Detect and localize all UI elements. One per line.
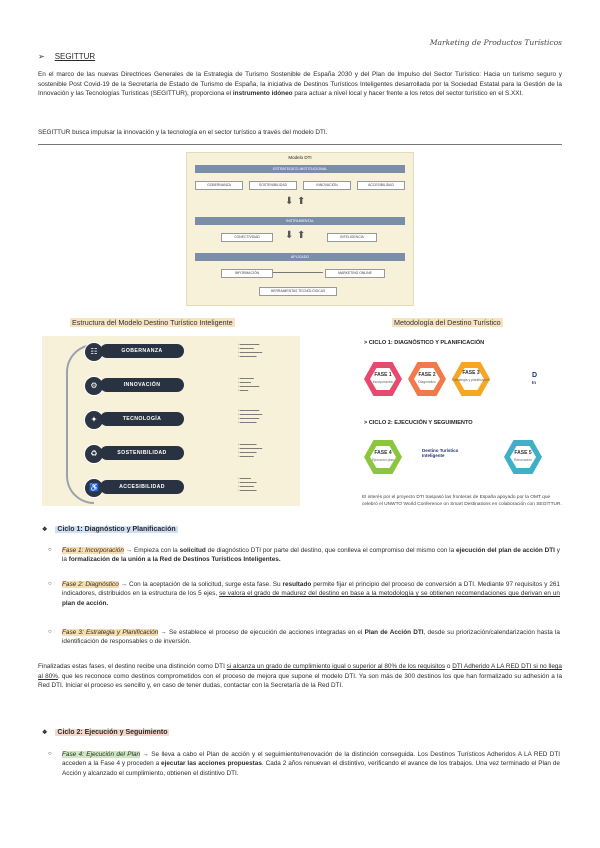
model-box: GOBERNANZA [195, 181, 243, 190]
arrow-up-icon: ⬆ [297, 230, 306, 241]
circle-bullet-icon: ○ [48, 629, 52, 635]
model-box: MARKETING ONLINE [325, 269, 385, 278]
list-item: ○ Fase 2: Diagnóstico → Con la aceptación de la solicitud, surge esta fase. Su resultado permite fijar el principio del proceso de conversión a DTI. Mediante 97 requisitos y 261 indicadores, distribuidos en la estructura de los 5 ejes, se valora el grado de madurez del destino en base a la metodología y se obtienen recomendaciones que derivan en un plan de acción. [48, 581, 560, 607]
arrow-up-icon: ⬆ [297, 196, 306, 207]
dti-logo: Destino Turístico Inteligente [422, 448, 459, 458]
phase-1-hex [364, 362, 402, 396]
phase-sub: Incorporación [372, 380, 394, 384]
axis-bullets: • ▬▬▬▬▬▬▬ • ▬▬▬▬▬▬▬▬ • ▬▬▬▬▬▬▬ • ▬▬▬▬▬▬ [238, 408, 263, 424]
section-title [38, 52, 95, 61]
model-box: INTELIGENCIA [327, 233, 377, 242]
phase-sub: Estrategia y planificación [452, 378, 490, 382]
list-item: ○ Fase 1: Incorporación → Empieza con la solicitud de diagnóstico DTI por parte del destino, que conlleva el compromiso del mismo con la ejecución del plan de acción DTI y la formalización de la unión a la Red de Destinos Turísticos Inteligentes. [48, 547, 560, 564]
arrow-down-icon: ⬇ [285, 230, 294, 241]
model-box: ACCESIBILIDAD [357, 181, 405, 190]
bulb-icon: ✦ [84, 410, 104, 430]
model-box: HERRAMIENTAS TECNOLÓGICAS [259, 287, 337, 296]
phase-label: FASE 5 [514, 450, 532, 456]
phase-label: FASE 1 [374, 372, 392, 378]
caption-method: Metodología del Destino Turístico [394, 318, 501, 327]
closing-paragraph: Finalizadas estas fases, el destino recibe una distinción como DTI si alcanza un grado de cumplimiento igual o superior al 80% de los requisitos o DTI Adherido A LA RED DTI si no llega al 80%, que les reconoce como destinos comprometidos con el proceso de mejora que supone el modelo DTI. Ya son más de 300 destinos los que han formalizado su adhesión a la Red DTI. Iniciar el proceso es sencillo y, en caso de tener dudas, contactar con la Secretaría de la Red DTI. [38, 663, 562, 690]
layer-strategic: ESTRATEGICO-INSTITUCIONAL [195, 165, 405, 173]
intro-paragraph-2: SEGITTUR busca impulsar la innovación y la tecnología en el sector turístico a través del modelo DTI. [38, 129, 328, 136]
circle-bullet-icon: ○ [48, 581, 52, 587]
arrow-bullet-icon: ➢ [38, 52, 45, 61]
diagram-title: Modelo DTI [288, 155, 312, 160]
model-box: INNOVACIÓN [303, 181, 351, 190]
cycle-1-title [42, 526, 178, 533]
phase-sub: Ejecución plan [371, 458, 395, 462]
section-title-text: SEGITTUR [54, 52, 96, 61]
divider [38, 144, 562, 145]
phase-5-hex [504, 440, 542, 474]
model-box: SOSTENIBILIDAD [249, 181, 297, 190]
methodology-footnote: El interés por el proyecto DTI traspasó las fronteras de España apoyado por la OMT que celebró el UNWTO World Conference on Smart Destinations en colaboración con SEGITTUR. [362, 495, 562, 507]
cycle-2-heading: > CICLO 2: EJECUCIÓN Y SEGUIMIENTO [364, 420, 473, 426]
phase-sub: Renovación [514, 458, 532, 462]
dti-logo-partial: D In [532, 372, 538, 385]
structure-infographic [42, 336, 300, 506]
phase-sub: Diagnóstico [418, 380, 436, 384]
axis-sustainability: SOSTENIBILIDAD [100, 446, 184, 460]
axis-accessibility: ACCESIBILIDAD [100, 480, 184, 494]
recycle-icon: ♻ [84, 444, 104, 464]
list-item: ○ Fase 3: Estrategia y Planificación → Se establece el proceso de ejecución de acciones integradas en el Plan de Acción DTI, desde su priorización/calendarización hasta la identificación de responsables o de inversión. [48, 629, 560, 646]
cycle-2-title [42, 729, 169, 736]
axis-bullets: • ▬▬▬▬▬▬▬ • ▬▬▬▬▬ • ▬▬▬▬▬▬▬▬ • ▬▬▬▬▬▬ [238, 342, 263, 358]
list-item: ○ Fase 4: Ejecución del Plan → Se lleva a cabo el Plan de acción y el seguimiento/renovación de la distinción conseguida. Los Destinos Turísticos Adheridos A LA RED DTI acceden a la Fase 4 y proceden a ejecutar las acciones propuestas. Cada 2 años renuevan el distintivo, verificando el avance de los trabajos. Una vez terminado el Plan de Acción y alcanzado el cumplimiento, obtienen el distintivo DTI. [48, 751, 561, 777]
cycle-1-title-text: Ciclo 1: Diagnóstico y Planificación [57, 526, 176, 533]
intro-paragraph: En el marco de las nuevas Directrices Generales de la Estrategia de Turismo Sostenible de España 2030 y del Plan de Impulso del Sector Turístico: Hacia un turismo seguro y sostenible Post Covid-19 de la Secretaría de Estado de Turismo de España, la iniciativa de Destinos Turísticos Inteligentes desarrollada por la Sociedad Estatal para la Gestión de la Innovación y las Tecnologías Turísticas (SEGITTUR), proporciona el instrumento idóneo para actuar a nivel local y hacer frente a los retos del sector turístico en el S.XXI. [38, 71, 562, 98]
axis-bullets: • ▬▬▬▬ • ▬▬▬▬▬▬ • ▬▬▬▬▬ • ▬▬▬▬▬▬ [238, 476, 257, 492]
diamond-bullet-icon: ❖ [42, 730, 48, 736]
caption-structure: Estructura del Modelo Destino Turístico Inteligente [72, 318, 233, 327]
people-icon: ☷ [84, 342, 104, 362]
dti-model-diagram [186, 152, 414, 306]
access-icon: ♿ [84, 478, 104, 498]
layer-applied: APLICADO [195, 253, 405, 261]
axis-innovation: INNOVACIÓN [100, 378, 184, 392]
phase-2-hex [408, 362, 446, 396]
diamond-bullet-icon: ❖ [42, 527, 48, 533]
cycle-2-title-text: Ciclo 2: Ejecución y Seguimiento [57, 729, 168, 736]
cycle-1-heading: > CICLO 1: DIAGNÓSTICO Y PLANIFICACIÓN [364, 340, 485, 346]
circle-bullet-icon: ○ [48, 751, 52, 757]
methodology-infographic [358, 336, 558, 496]
model-box: INFORMACIÓN [221, 269, 273, 278]
axis-bullets: • ▬▬▬▬▬▬ • ▬▬▬▬▬▬▬▬ • ▬▬▬▬▬▬ • ▬▬▬▬▬ [238, 442, 263, 458]
circle-bullet-icon: ○ [48, 547, 52, 553]
axis-technology: TECNOLOGÍA [100, 412, 184, 426]
axis-bullets: • ▬▬▬▬▬ • ▬▬▬▬ • ▬▬▬▬▬▬▬ • ▬▬▬ [238, 376, 260, 392]
phase-4-hex [364, 440, 402, 474]
gear-icon: ⚙ [84, 376, 104, 396]
connector-line [273, 272, 323, 273]
layer-instrumental: INSTRUMENTAL [195, 217, 405, 225]
page-header: Marketing de Productos Turísticos [429, 38, 562, 47]
phase-label: FASE 2 [418, 372, 436, 378]
axis-governance: GOBERNANZA [100, 344, 184, 358]
model-box: CONECTIVIDAD [221, 233, 273, 242]
phase-label: FASE 4 [374, 450, 392, 456]
phase-label: FASE 3 [462, 370, 480, 376]
arrow-down-icon: ⬇ [285, 196, 294, 207]
